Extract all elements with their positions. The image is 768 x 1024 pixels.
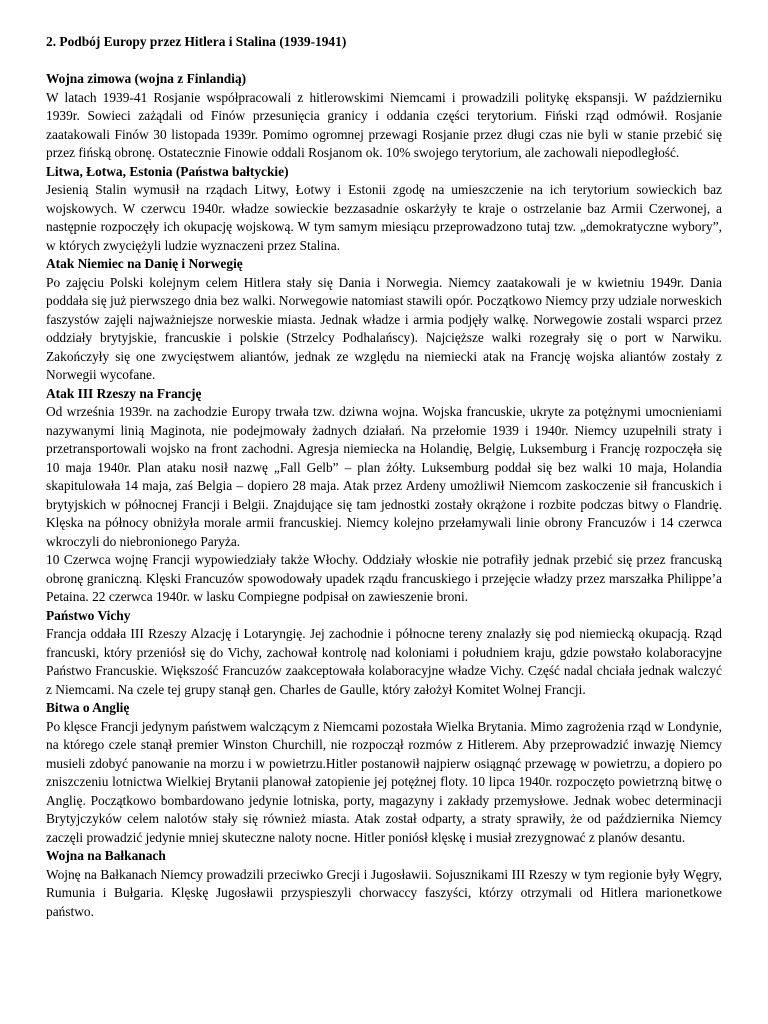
paragraph: W latach 1939-41 Rosjanie współpracowali z hitlerowskimi Niemcami i prowadzili politykę ekspansji. W październiku 1939r. Sowieci zażądali od Finów przesunięcia granicy i oddania części terytorium. Fiński rząd odmówił. Rosjanie zaatakowali Finów 30 listopada 1939r. Pomimo ogromnej przewagi Rosjanie przez długi czas nie byli w stanie przebić się przez fińską obronę. Ostatecznie Finowie oddali Rosjanom ok. 10% swojego terytorium, ale zachowali niepodległość. — [46, 89, 722, 160]
section-heading: Litwa, Łotwa, Estonia (Państwa bałtyckie) — [46, 163, 289, 179]
section-winter-war — [46, 70, 722, 163]
section-vichy-state — [46, 607, 722, 700]
paragraph: Od września 1939r. na zachodzie Europy trwała tzw. dziwna wojna. Wojska francuskie, ukryte za potężnymi umocnieniami nazywanymi linią Maginota, nie podejmowały żadnych działań. Na przełomie 1939 i 1940r. Niemcy uzupełnili straty i przetransportowali wojsko na front zachodni. Agresja niemiecka na Holandię, Belgię, Luksemburg i Francję rozpoczęła się 10 maja 1940r. Plan ataku nosił nazwę „Fall Gelb” – plan żółty. Luksemburg poddał się bez walki 10 maja, Holandia skapitulowała 14 maja, zaś Belgia – dopiero 28 maja. Atak przez Ardeny umożliwił Niemcom zaskoczenie sił francuskich i brytyjskich w północnej Francji i Belgii. Znajdujące się tam jednostki zostały okrążone i rozbite podczas bitwy o Flandrię. Klęska na północy obniżyła morale armii francuskiej. Niemcy kolejno przełamywali linie obrony Francuzów i 14 czerwca wkroczyli do niebronionego Paryża. — [46, 404, 722, 549]
paragraph: Wojnę na Bałkanach Niemcy prowadzili przeciwko Grecji i Jugosławii. Sojusznikami III Rzeszy w tym regionie były Węgry, Rumunia i Bułgaria. Klęskę Jugosławii przyspieszyli chorwaccy faszyści, którzy otrzymali od Hitlera marionetkowe państwo. — [46, 866, 722, 919]
paragraph: Francja oddała III Rzeszy Alzację i Lotaryngię. Jej zachodnie i północne tereny znalazły się pod niemiecką okupacją. Rząd francuski, który przeniósł się do Vichy, zachował kontrolę nad koloniami i południem kraju, gdzie powstało kolaboracyjne Państwo Francuskie. Większość Francuzów zaakceptowała kolaboracyjne władze Vichy. Część nadal chciała jednak walczyć z Niemcami. Na czele tej grupy stanął gen. Charles de Gaulle, który założył Komitet Wolnej Francji. — [46, 626, 722, 697]
section-heading: Państwo Vichy — [46, 607, 131, 623]
section-attack-on-france — [46, 385, 722, 607]
section-baltic-states — [46, 163, 722, 256]
paragraph: Jesienią Stalin wymusił na rządach Litwy, Łotwy i Estonii zgodę na umieszczenie na ich terytorium sowieckich baz wojskowych. W czerwcu 1940r. władze sowieckie bezzasadnie oskarżyły te kraje o ostrzelanie baz Armii Czerwonej, a następnie rozpoczęły ich okupację wojskową. W tym samym miesiącu przeprowadzono tutaj tzw. „demokratyczne wybory”, w których zwyciężyli ludzie wyznaczeni przez Stalina. — [46, 182, 722, 253]
section-heading: Atak III Rzeszy na Francję — [46, 385, 202, 401]
paragraph: Po klęsce Francji jedynym państwem walczącym z Niemcami pozostała Wielka Brytania. Mimo zagrożenia rząd w Londynie, na którego czele stanął premier Winston Churchill, nie rozpoczął rozmów z Hitlerem. Aby przeprowadzić inwazję Niemcy musieli zdobyć panowanie na morzu i w powietrzu.Hitler postanowił najpierw osiągnąć przewagę w powietrzu, a dopiero po zniszczeniu lotnictwa Wielkiej Brytanii planował zatopienie jej potężnej floty. 10 lipca 1940r. rozpoczęto powietrzną bitwę o Anglię. Początkowo bombardowano jedynie lotniska, porty, magazyny i zakłady przemysłowe. Jednak wobec determinacji Brytyjczyków celem nalotów stały się również miasta. Atak został odparty, a straty sprawiły, że od października Niemcy zaczęli prowadzić jedynie mniej skuteczne naloty nocne. Hitler poniósł klęskę i musiał zrezygnować z planów desantu. — [46, 718, 722, 845]
section-heading: Wojna zimowa (wojna z Finlandią) — [46, 71, 247, 86]
section-heading: Wojna na Bałkanach — [46, 848, 166, 863]
paragraph: Po zajęciu Polski kolejnym celem Hitlera stały się Dania i Norwegia. Niemcy zaatakowali je w kwietniu 1949r. Dania poddała się już pierwszego dnia bez walki. Norwegowie natomiast stawili opór. Początkowo Niemcy przy udziale norweskich faszystów zajęli najważniejsze norweskie miasta. Jednak władze i armia podjęły walkę. Norwegowie zostali wsparci przez oddziały brytyjskie, francuskie i polskie (Strzelcy Podhalańscy). Najcięższe walki rozegrały się o port w Narwiku. Zakończyły się one zwycięstwem aliantów, jednak ze względu na niemiecki atak na Francję wojska aliantów zostały z Norwegii wycofane. — [46, 274, 722, 382]
section-heading: Bitwa o Anglię — [46, 700, 130, 715]
document-page — [46, 33, 722, 921]
section-balkans-war — [46, 847, 722, 921]
section-battle-of-britain — [46, 699, 722, 847]
section-heading: Atak Niemiec na Danię i Norwegię — [46, 256, 243, 271]
paragraph: 10 Czerwca wojnę Francji wypowiedziały także Włochy. Oddziały włoskie nie potrafiły jednak przebić się przez francuską obronę graniczną. Klęski Francuzów spowodowały upadek rządu francuskiego i przejęcie władzy przez marszałka Philippe’a Petaina. 22 czerwca 1940r. w lasku Compiegne podpisał on zawieszenie broni. — [46, 552, 722, 604]
document-title: 2. Podbój Europy przez Hitlera i Stalina (1939-1941) — [46, 34, 347, 49]
title-spacer — [46, 52, 722, 71]
section-denmark-norway — [46, 255, 722, 385]
